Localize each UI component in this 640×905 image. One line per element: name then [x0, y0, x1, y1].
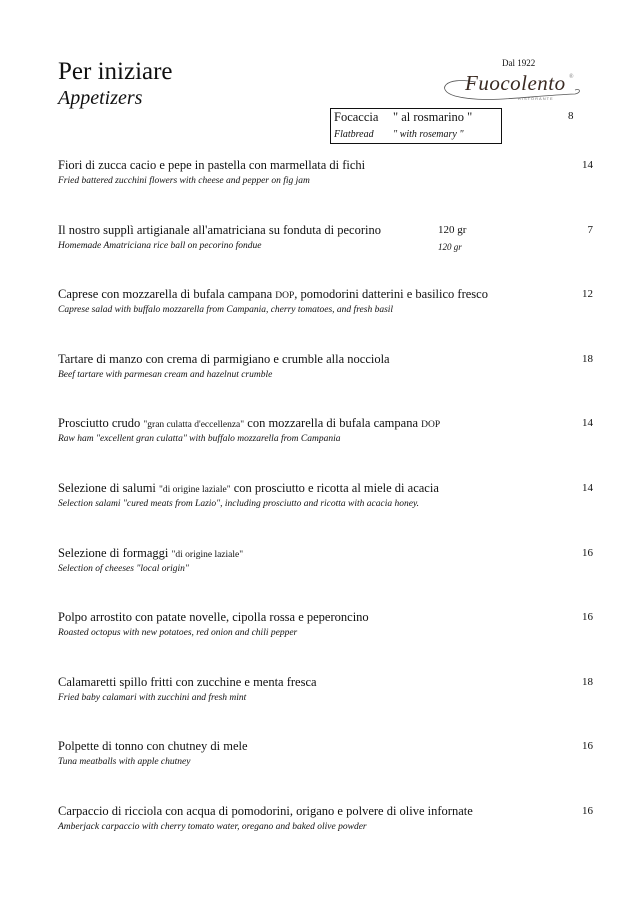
page-subtitle: Appetizers	[58, 87, 143, 109]
item-name-part: Caprese con mozzarella di bufala campana	[58, 287, 276, 302]
page-title: Per iniziare	[58, 58, 173, 85]
item-name-it	[58, 287, 488, 302]
item-name-en: Fried baby calamari with zucchini and fresh mint	[58, 692, 247, 703]
logo-name: Fuocolento	[465, 71, 566, 95]
item-name-part: Calamaretti spillo fritti con zucchine e menta fresca	[58, 674, 317, 689]
item-name-part: con mozzarella di bufala campana	[244, 416, 422, 431]
item-name-en: Homemade Amatriciana rice ball on pecorino fondue	[58, 240, 262, 251]
item-name-en: Tuna meatballs with apple chutney	[58, 757, 191, 768]
item-price: 16	[582, 805, 593, 817]
item-price: 14	[582, 417, 593, 430]
item-name-part: Tartare di manzo con crema di parmigiano e crumble alla nocciola	[58, 351, 390, 366]
item-price: 14	[582, 482, 593, 494]
item-price: 16	[582, 546, 593, 559]
item-name-en: Beef tartare with parmesan cream and hazelnut crumble	[58, 369, 273, 380]
item-name-part: Polpo arrostito con patate novelle, cipolla rossa e peperoncino	[58, 610, 369, 625]
item-name-part: DOP	[275, 291, 295, 302]
focaccia-name-en: Flatbread	[334, 129, 374, 140]
menu-item	[58, 610, 593, 650]
item-name-it	[58, 804, 473, 819]
menu-item	[58, 158, 593, 198]
focaccia-desc-en: " with rosemary "	[393, 129, 464, 140]
item-name-part: "di origine laziale"	[171, 549, 244, 560]
item-price: 12	[582, 288, 593, 301]
menu-item	[58, 351, 593, 392]
focaccia-name: Focaccia	[334, 110, 379, 124]
item-weight-en: 120 gr	[438, 241, 462, 252]
menu-item	[58, 222, 593, 263]
item-name-it	[58, 546, 243, 561]
item-price: 14	[582, 159, 593, 171]
menu-item	[58, 804, 593, 844]
focaccia-desc: " al rosmarino "	[393, 110, 473, 124]
item-price: 16	[582, 740, 593, 753]
item-name-part: "gran culatta d'eccellenza"	[143, 420, 245, 431]
item-name-it	[58, 739, 248, 754]
item-name-it	[58, 416, 440, 431]
item-name-it	[58, 352, 390, 367]
item-name-part: Fiori di zucca cacio e pepe in pastella con marmellata di fichi	[58, 158, 366, 172]
item-price: 18	[582, 352, 593, 365]
item-name-it	[58, 675, 317, 690]
item-name-part: DOP	[421, 420, 441, 431]
menu-item	[58, 545, 593, 586]
logo-since: Dal 1922	[502, 58, 536, 68]
menu-item	[58, 739, 593, 779]
item-price: 18	[582, 675, 593, 688]
item-name-it	[58, 158, 365, 173]
restaurant-logo	[435, 58, 585, 108]
item-weight: 120 gr	[438, 223, 467, 236]
menu-item	[58, 481, 593, 521]
item-name-en: Fried battered zucchini flowers with cheese and pepper on fig jam	[58, 176, 310, 186]
item-name-part: Carpaccio di ricciola con acqua di pomodorini, origano e polvere di olive infornate	[58, 804, 473, 818]
item-name-en: Roasted octopus with new potatoes, red onion and chili pepper	[58, 628, 298, 639]
menu-item	[58, 287, 593, 327]
item-name-part: Il nostro supplì artigianale all'amatriciana su fonduta di pecorino	[58, 222, 381, 237]
focaccia-box	[330, 108, 502, 144]
item-name-en: Selection of cheeses "local origin"	[58, 563, 189, 574]
focaccia-price: 8	[568, 110, 574, 122]
item-name-en: Amberjack carpaccio with cherry tomato water, oregano and baked olive powder	[58, 822, 367, 832]
item-name-it	[58, 481, 439, 496]
menu-item	[58, 674, 593, 715]
item-name-part: "di origine laziale"	[159, 485, 231, 495]
item-name-en: Raw ham "excellent gran culatta" with buffalo mozzarella from Campania	[58, 434, 341, 445]
item-name-it	[58, 610, 369, 625]
item-name-part: Selezione di formaggi	[58, 545, 172, 560]
item-name-it	[58, 223, 381, 238]
item-price: 7	[587, 223, 593, 236]
item-name-part: Prosciutto crudo	[58, 416, 144, 431]
item-name-en: Selection salami "cured meats from Lazio", including prosciutto and ricotta with acacia honey.	[58, 499, 420, 509]
item-name-en: Caprese salad with buffalo mozzarella from Campania, cherry tomatoes, and fresh basil	[58, 305, 394, 316]
item-price: 16	[582, 611, 593, 624]
item-name-part: con prosciutto e ricotta al miele di acacia	[230, 481, 439, 495]
logo-registered: ®	[569, 74, 574, 80]
item-name-part: Polpette di tonno con chutney di mele	[58, 739, 248, 754]
item-name-part: , pomodorini datterini e basilico fresco	[294, 287, 488, 302]
item-name-part: Selezione di salumi	[58, 481, 160, 495]
menu-item	[58, 416, 593, 456]
logo-tagline: RISTORANTE	[518, 96, 554, 101]
